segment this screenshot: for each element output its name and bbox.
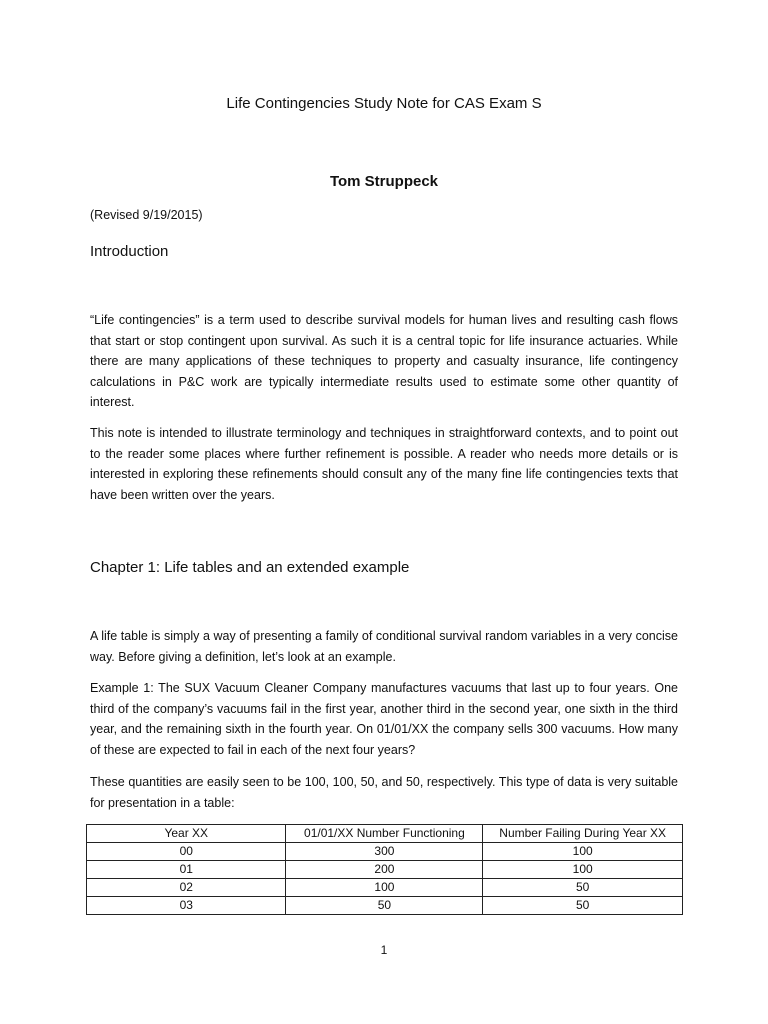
table-row bbox=[87, 843, 683, 861]
chapter-1-heading: Chapter 1: Life tables and an extended example bbox=[90, 559, 410, 576]
table-cell-year: 02 bbox=[87, 879, 286, 897]
chapter-paragraph-1: A life table is simply a way of presenting a family of conditional survival random variables in a very concise way. Before giving a definition, let’s look at an example. bbox=[90, 629, 678, 664]
chapter-paragraph-3: These quantities are easily seen to be 100, 100, 50, and 50, respectively. This type of data is very suitable for presentation in a table: bbox=[90, 775, 678, 810]
table-cell-failing: 100 bbox=[483, 843, 683, 861]
page-number: 1 bbox=[380, 943, 388, 957]
example-1-paragraph: Example 1: The SUX Vacuum Cleaner Company manufactures vacuums that last up to four years. One third of the company’s vacuums fail in the first year, another third in the second year, one sixth in the third year, and the remaining sixth in the fourth year. On 01/01/XX the company sells 300 vacuums. How many of these are expected to fail in each of the next four years? bbox=[90, 681, 678, 757]
table-row bbox=[87, 897, 683, 915]
revision-date: (Revised 9/19/2015) bbox=[90, 208, 203, 222]
column-header-number-functioning: 01/01/XX Number Functioning bbox=[286, 825, 483, 843]
column-header-year: Year XX bbox=[87, 825, 286, 843]
document-title: Life Contingencies Study Note for CAS Exam S bbox=[226, 95, 542, 112]
table-cell-functioning: 100 bbox=[286, 879, 483, 897]
table-header-row bbox=[87, 825, 683, 843]
table-cell-failing: 100 bbox=[483, 861, 683, 879]
table-cell-failing: 50 bbox=[483, 879, 683, 897]
table-cell-year: 03 bbox=[87, 897, 286, 915]
table-cell-year: 01 bbox=[87, 861, 286, 879]
table-cell-year: 00 bbox=[87, 843, 286, 861]
table-cell-functioning: 200 bbox=[286, 861, 483, 879]
author-name: Tom Struppeck bbox=[329, 173, 439, 190]
table-row bbox=[87, 861, 683, 879]
life-table bbox=[86, 824, 683, 915]
introduction-heading: Introduction bbox=[90, 243, 169, 260]
table-cell-functioning: 300 bbox=[286, 843, 483, 861]
table-cell-failing: 50 bbox=[483, 897, 683, 915]
intro-paragraph-1: “Life contingencies” is a term used to describe survival models for human lives and resulting cash flows that start or stop contingent upon survival. As such it is a central topic for life insurance actuaries. While there are many applications of these techniques to property and casualty insurance, life contingency calculations in P&C work are typically intermediate results used to estimate some other quantity of interest. bbox=[90, 313, 678, 409]
intro-paragraph-2: This note is intended to illustrate terminology and techniques in straightforward contexts, and to point out to the reader some places where further refinement is possible. A reader who needs more details or is interested in exploring these refinements should consult any of the many fine life contingencies texts that have been written over the years. bbox=[90, 426, 678, 502]
table-row bbox=[87, 879, 683, 897]
table-cell-functioning: 50 bbox=[286, 897, 483, 915]
column-header-number-failing: Number Failing During Year XX bbox=[483, 825, 683, 843]
